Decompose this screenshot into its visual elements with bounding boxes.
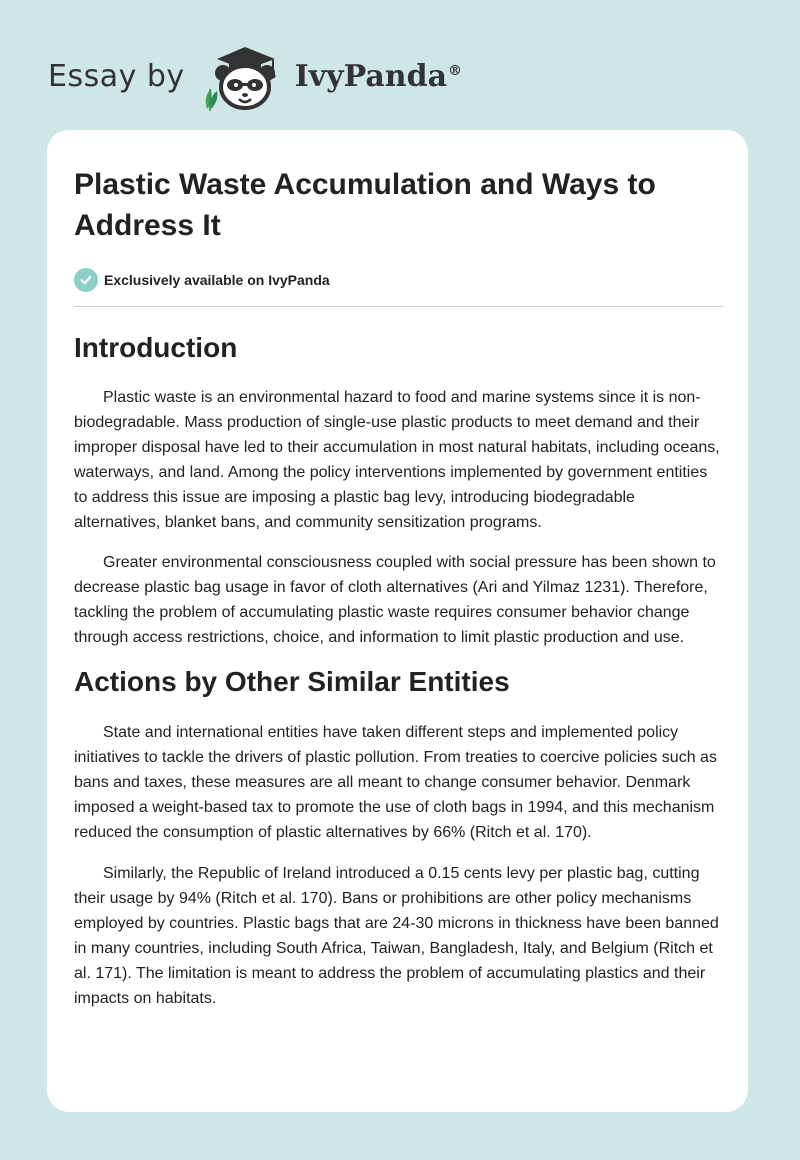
- section-heading-actions: Actions by Other Similar Entities: [74, 666, 510, 697]
- essay-content: [74, 164, 724, 1011]
- paragraph: Greater environmental consciousness coupled with social pressure has been shown to decrease plastic bag usage in favor of cloth alternatives (Ari and Yilmaz 1231). Therefore, tackling the problem of accumulating plastic waste requires consumer behavior change through access restrictions, choice, and information to limit plastic production and use.: [74, 554, 716, 646]
- paragraph: Similarly, the Republic of Ireland introduced a 0.15 cents levy per plastic bag, cutting their usage by 94% (Ritch et al. 170). Bans or prohibitions are other policy mechanisms employed by countries. Plastic bags that are 24-30 microns in thickness have been banned in many countries, including South Africa, Taiwan, Bangladesh, Italy, and Belgium (Ritch et al. 171). The limitation is meant to address the problem of accumulating plastics and their impacts on habitats.: [74, 865, 719, 1007]
- paragraph: Plastic waste is an environmental hazard to food and marine systems since it is non-biodegradable. Mass production of single-use plastic products to meet demand and their improper disposal have led to their accumulation in most natural habitats, including oceans, waterways, and land. Among the policy interventions implemented by government entities to address this issue are imposing a plastic bag levy, introducing biodegradable alternatives, blanket bans, and community sensitization programs.: [74, 389, 720, 531]
- section-heading-introduction: Introduction: [74, 332, 238, 363]
- paragraph: State and international entities have taken different steps and implemented policy initiatives to tackle the drivers of plastic pollution. From treaties to coercive policies such as bans and taxes, these measures are all meant to change consumer behavior. Denmark imposed a weight-based tax to promote the use of cloth bags in 1994, and this mechanism reduced the consumption of plastic alternatives by 66% (Ritch et al. 170).: [74, 724, 717, 841]
- brand-name[interactable]: [295, 59, 462, 94]
- exclusive-badge: [74, 266, 724, 294]
- check-circle-icon: [74, 268, 98, 292]
- exclusive-label: Exclusively available on IvyPanda: [104, 272, 330, 288]
- divider: [74, 306, 723, 307]
- essay-card: [47, 130, 748, 1112]
- panda-logo-icon[interactable]: [199, 39, 289, 113]
- essay-title: Plastic Waste Accumulation and Ways to Address It: [74, 168, 656, 242]
- brand-text: IvyPanda: [294, 58, 448, 94]
- essay-by-label: Essay by: [48, 58, 185, 94]
- site-header: [48, 36, 462, 116]
- registered-mark: ®: [448, 62, 463, 79]
